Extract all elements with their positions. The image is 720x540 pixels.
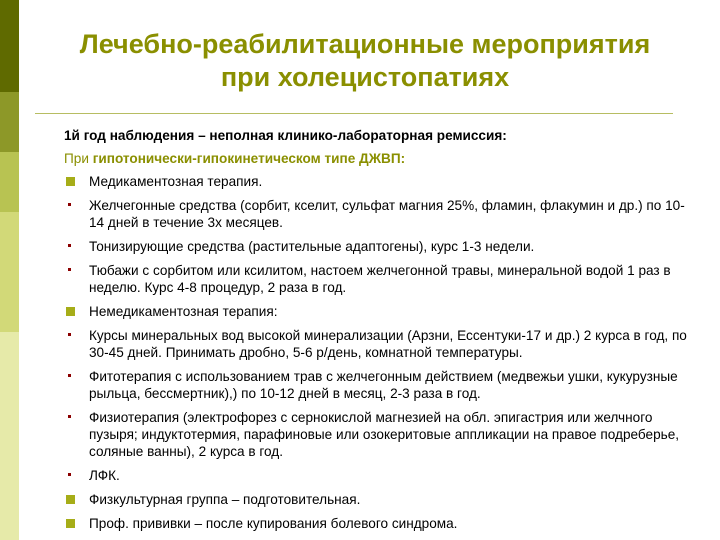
square-bullet-icon	[66, 307, 75, 316]
dot-bullet-icon	[68, 374, 71, 377]
title-divider	[35, 113, 673, 114]
list-item-text: Физкультурная группа – подготовительная.	[89, 492, 361, 507]
square-bullet-icon	[66, 519, 75, 528]
list-item	[64, 491, 694, 508]
list-item-text: Физиотерапия (электрофорез с сернокислой магнезией на обл. эпигастрия или желчного пузыря; индуктотермия, парафиновые или озокеритовые аппликации на правое подреберье, соляные ванны), 2 курса в год.	[89, 410, 680, 459]
observation-heading: 1й год наблюдения – неполная клинико-лабораторная ремиссия:	[64, 128, 507, 143]
square-bullet-icon	[66, 177, 75, 186]
slide-content	[64, 127, 694, 539]
bar-segment	[0, 0, 19, 92]
dot-bullet-icon	[68, 268, 71, 271]
list-item	[64, 515, 694, 532]
list-item	[64, 409, 694, 460]
condition-prefix: При	[64, 151, 89, 166]
dot-bullet-icon	[68, 333, 71, 336]
list-item-text: ЛФК.	[89, 468, 120, 483]
list-item	[64, 467, 694, 484]
list-item-text: Медикаментозная терапия.	[89, 174, 263, 189]
list-item	[64, 197, 694, 231]
bar-segment	[0, 212, 19, 332]
dot-bullet-icon	[68, 415, 71, 418]
list-item	[64, 327, 694, 361]
square-bullet-icon	[66, 495, 75, 504]
list-item-text: Проф. прививки – после купирования болевого синдрома.	[89, 516, 458, 531]
dot-bullet-icon	[68, 244, 71, 247]
list-item	[64, 238, 694, 255]
list-item-text: Фитотерапия с использованием трав с желчегонным действием (медвежьи ушки, кукурузные рыльца, бессмертник),) по 10-12 дней в месяц, 2-3 раза в год.	[89, 369, 678, 401]
list-item	[64, 262, 694, 296]
dot-bullet-icon	[68, 203, 71, 206]
list-item-text: Немедикаментозная терапия:	[89, 304, 278, 319]
list-item-text: Тюбажи с сорбитом или ксилитом, настоем желчегонной травы, минеральной водой 1 раз в неделю. Курс 4-8 процедур, 2 раза в год.	[89, 263, 671, 295]
title-line-1: Лечебно-реабилитационные мероприятия	[79, 29, 651, 59]
bar-segment	[0, 152, 19, 212]
bar-segment	[0, 92, 19, 152]
dot-bullet-icon	[68, 473, 71, 476]
slide-title	[30, 28, 700, 94]
title-line-2: при холецистопатиях	[220, 62, 510, 92]
bar-segment	[0, 332, 19, 540]
list-item-text: Желчегонные средства (сорбит, кселит, сульфат магния 25%, фламин, флакумин и др.) по 10-14 дней в течение 3х месяцев.	[89, 198, 685, 230]
list-item-text: Тонизирующие средства (растительные адаптогены), курс 1-3 недели.	[89, 239, 535, 254]
list-item-text: Курсы минеральных вод высокой минерализации (Арзни, Ессентуки-17 и др.) 2 курса в год, по 30-45 дней. Принимать дробно, 5-6 р/день, комнатной температуры.	[89, 328, 687, 360]
list-item	[64, 303, 694, 320]
bullet-list	[64, 173, 694, 532]
left-decorative-bar	[0, 0, 19, 540]
condition-line	[64, 150, 694, 167]
condition-emphasis: гипотонически-гипокинетическом типе ДЖВП:	[92, 151, 406, 166]
list-item	[64, 173, 694, 190]
list-item	[64, 368, 694, 402]
